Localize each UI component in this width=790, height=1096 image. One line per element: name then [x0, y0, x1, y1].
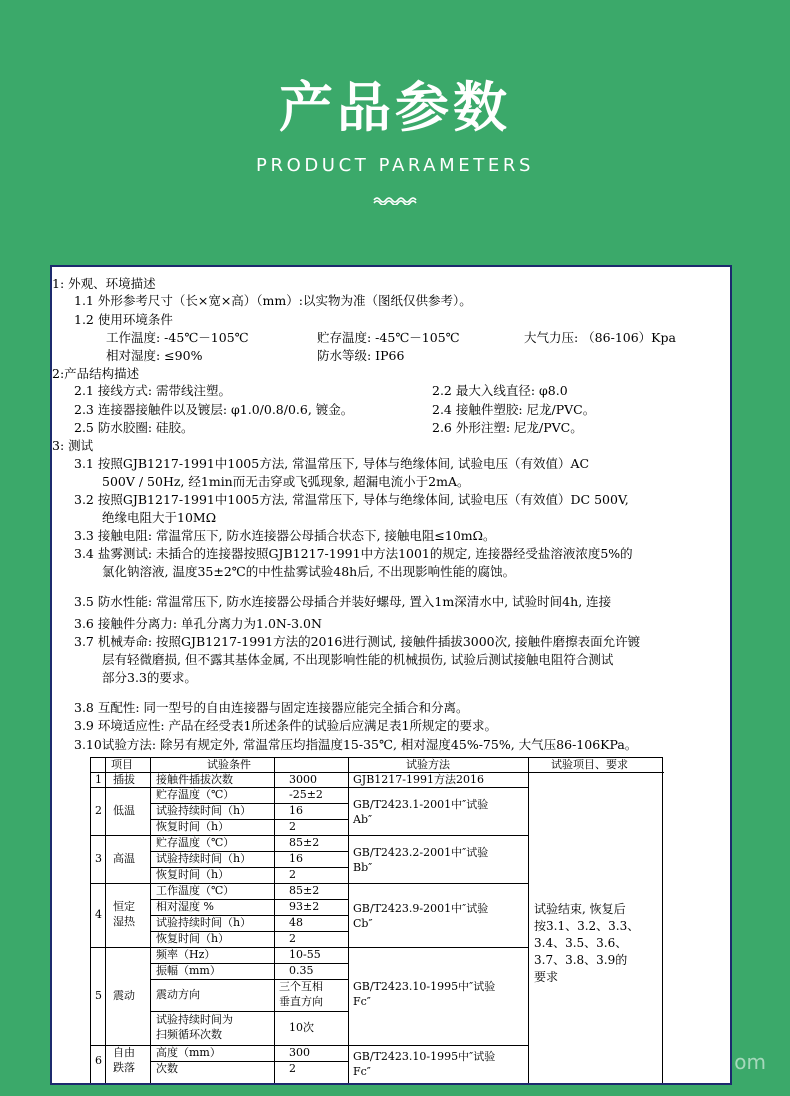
- spec-3-3: 3.3 接触电阻: 常温常压下, 防水连接器公母插合状态下, 接触电阻≤10mΩ。: [74, 528, 496, 543]
- row-5-condition-1: 频率（Hz）: [156, 948, 216, 961]
- env-waterproof: 防水等级: IP66: [317, 348, 405, 363]
- spec-3-4-line1: 3.4 盐雾测试: 未插合的连接器按照GJB1217-1991中方法1001的规定, 连接器经受盐溶液浓度5%的: [74, 546, 633, 561]
- row-4-condition-2: 相对湿度 %: [156, 900, 214, 913]
- row-4-condition-4: 恢复时间（h）: [156, 932, 230, 945]
- spec-3-5: 3.5 防水性能: 常温常压下, 防水连接器公母插合并装好螺母, 置入1m深清水中, 试验时间4h, 连接: [74, 594, 612, 609]
- row-2-condition-1: 贮存温度（℃）: [156, 788, 235, 801]
- result-line-4: 3.7、3.8、3.9的: [534, 953, 628, 967]
- row-6-value-2: 2: [289, 1062, 296, 1075]
- result-line-1: 试验结束, 恢复后: [534, 902, 626, 916]
- table-header-result: 试验项目、要求: [551, 758, 628, 771]
- spec-3-9: 3.9 环境适应性: 产品在经受表1所述条件的试验后应满足表1所规定的要求。: [74, 718, 497, 733]
- row-4-value-2: 93±2: [289, 900, 320, 913]
- spec-3-10: 3.10试验方法: 除另有规定外, 常温常压均指温度15-35℃, 相对湿度45%-75%, 大气压86-106KPa。: [74, 737, 638, 752]
- spec-3-7-line3: 部分3.3的要求。: [102, 670, 197, 685]
- row-5-method-1: GB/T2423.10-1995中″试验: [353, 980, 496, 993]
- row-4-number: 4: [95, 908, 102, 921]
- row-1-condition: 接触件插拔次数: [156, 773, 233, 786]
- row-1-value: 3000: [289, 773, 317, 786]
- env-work-temp: 工作温度: -45℃－105℃: [106, 330, 249, 345]
- table-header-condition: 试验条件: [207, 758, 251, 771]
- row-3-value-2: 16: [289, 852, 303, 865]
- row-4-method-2: Cb″: [353, 917, 373, 930]
- section-1-heading: 1: 外观、环境描述: [52, 276, 156, 291]
- spec-3-2-line2: 绝缘电阻大于10MΩ: [102, 510, 217, 525]
- spec-3-1-line2: 500V / 50Hz, 经1min而无击穿或飞弧现象, 超漏电流小于2mA。: [102, 474, 470, 489]
- row-4-value-4: 2: [289, 932, 296, 945]
- row-6-name-1: 自由: [113, 1046, 135, 1059]
- row-6-condition-1: 高度（mm）: [156, 1046, 221, 1059]
- row-5-value-2: 0.35: [289, 964, 314, 977]
- row-5-condition-4b: 扫频循环次数: [156, 1028, 222, 1041]
- row-2-condition-2: 试验持续时间（h）: [156, 804, 252, 817]
- page-subtitle: PRODUCT PARAMETERS: [256, 155, 534, 176]
- env-pressure: 大气力压: （86-106）Kpa: [524, 330, 676, 345]
- spec-3-1-line1: 3.1 按照GJB1217-1991中1005方法, 常温常压下, 导体与绝缘体间, 试验电压（有效值）AC: [74, 456, 590, 471]
- row-2-number: 2: [95, 804, 102, 817]
- result-line-2: 按3.1、3.2、3.3、: [534, 919, 640, 933]
- spec-1-2: 1.2 使用环境条件: [74, 312, 173, 327]
- spec-3-7-line1: 3.7 机械寿命: 按照GJB1217-1991方法的2016进行测试, 接触件插拔3000次, 接触件磨擦表面允许镀: [74, 634, 641, 649]
- test-table: [90, 757, 663, 1085]
- row-1-name: 插拔: [113, 773, 135, 786]
- spec-2-1: 2.1 接线方式: 需带线注塑。: [74, 383, 232, 398]
- env-humidity: 相对湿度: ≤90%: [106, 348, 203, 363]
- table-header-item: 项目: [111, 758, 133, 771]
- wave-divider-icon: [373, 195, 419, 205]
- env-store-temp: 贮存温度: -45℃－105℃: [317, 330, 460, 345]
- row-2-value-3: 2: [289, 820, 296, 833]
- row-5-name: 震动: [113, 989, 135, 1002]
- result-line-5: 要求: [534, 970, 559, 984]
- spec-2-4: 2.4 接触件塑胶: 尼龙/PVC。: [432, 402, 596, 417]
- row-1-number: 1: [95, 773, 102, 786]
- row-3-number: 3: [95, 852, 102, 865]
- watermark: om: [734, 1050, 766, 1074]
- section-2-heading: 2:产品结构描述: [52, 366, 140, 381]
- spec-1-1: 1.1 外形参考尺寸（长×宽×高）（mm）:以实物为准（图纸仅供参考）。: [74, 293, 472, 308]
- row-2-value-1: -25±2: [289, 788, 323, 801]
- row-2-condition-3: 恢复时间（h）: [156, 820, 230, 833]
- row-3-name: 高温: [113, 852, 135, 865]
- table-header-method: 试验方法: [406, 758, 450, 771]
- row-6-name-2: 跌落: [113, 1061, 135, 1074]
- row-4-name-2: 湿热: [113, 915, 135, 928]
- row-4-value-3: 48: [289, 916, 303, 929]
- spec-2-6: 2.6 外形注塑: 尼龙/PVC。: [432, 420, 583, 435]
- row-5-value-3b: 垂直方向: [279, 995, 323, 1008]
- row-6-method-2: Fc″: [353, 1065, 371, 1078]
- row-6-number: 6: [95, 1054, 102, 1067]
- row-4-value-1: 85±2: [289, 884, 320, 897]
- page-title: 产品参数: [279, 76, 511, 139]
- row-6-condition-2: 次数: [156, 1062, 178, 1075]
- row-5-value-3a: 三个互相: [279, 980, 323, 993]
- row-5-condition-2: 振幅（mm）: [156, 964, 221, 977]
- row-2-method-2: Ab″: [353, 813, 373, 826]
- result-line-3: 3.4、3.5、3.6、: [534, 936, 628, 950]
- row-3-condition-2: 试验持续时间（h）: [156, 852, 252, 865]
- row-6-value-1: 300: [289, 1046, 310, 1059]
- spec-3-4-line2: 氯化钠溶液, 温度35±2℃的中性盐雾试验48h后, 不出现影响性能的腐蚀。: [102, 564, 516, 579]
- spec-3-2-line1: 3.2 按照GJB1217-1991中1005方法, 常温常压下, 导体与绝缘体间, 试验电压（有效值）DC 500V,: [74, 492, 629, 507]
- spec-3-8: 3.8 互配性: 同一型号的自由连接器与固定连接器应能完全插合和分离。: [74, 700, 469, 715]
- row-2-value-2: 16: [289, 804, 303, 817]
- row-6-method-1: GB/T2423.10-1995中″试验: [353, 1050, 496, 1063]
- row-4-method-1: GB/T2423.9-2001中″试验: [353, 902, 489, 915]
- row-3-value-1: 85±2: [289, 836, 320, 849]
- row-3-method-2: Bb″: [353, 861, 373, 874]
- spec-3-7-line2: 层有轻微磨损, 但不露其基体金属, 不出现影响性能的机械损伤, 试验后测试接触电阻符合测试: [102, 652, 614, 667]
- row-4-condition-3: 试验持续时间（h）: [156, 916, 252, 929]
- row-4-condition-1: 工作温度（℃）: [156, 884, 235, 897]
- row-2-method-1: GB/T2423.1-2001中″试验: [353, 798, 489, 811]
- row-3-value-3: 2: [289, 868, 296, 881]
- row-3-condition-3: 恢复时间（h）: [156, 868, 230, 881]
- row-4-name-1: 恒定: [113, 900, 135, 913]
- spec-3-6: 3.6 接触件分离力: 单孔分离力为1.0N-3.0N: [74, 616, 322, 631]
- row-5-condition-4a: 试验持续时间为: [156, 1013, 233, 1026]
- row-5-number: 5: [95, 989, 102, 1002]
- row-5-value-4: 10次: [289, 1021, 314, 1034]
- row-5-method-2: Fc″: [353, 995, 371, 1008]
- spec-2-5: 2.5 防水胶圈: 硅胶。: [74, 420, 194, 435]
- spec-sheet: [50, 265, 732, 1085]
- spec-2-3: 2.3 连接器接触件以及镀层: φ1.0/0.8/0.6, 镀金。: [74, 402, 354, 417]
- row-5-value-1: 10-55: [289, 948, 321, 961]
- row-3-condition-1: 贮存温度（℃）: [156, 836, 235, 849]
- section-3-heading: 3: 测试: [52, 438, 94, 453]
- row-5-condition-3: 震动方向: [156, 988, 200, 1001]
- row-3-method-1: GB/T2423.2-2001中″试验: [353, 846, 489, 859]
- row-1-method: GJB1217-1991方法2016: [353, 773, 484, 786]
- spec-2-2: 2.2 最大入线直径: φ8.0: [432, 383, 568, 398]
- row-2-name: 低温: [113, 804, 135, 817]
